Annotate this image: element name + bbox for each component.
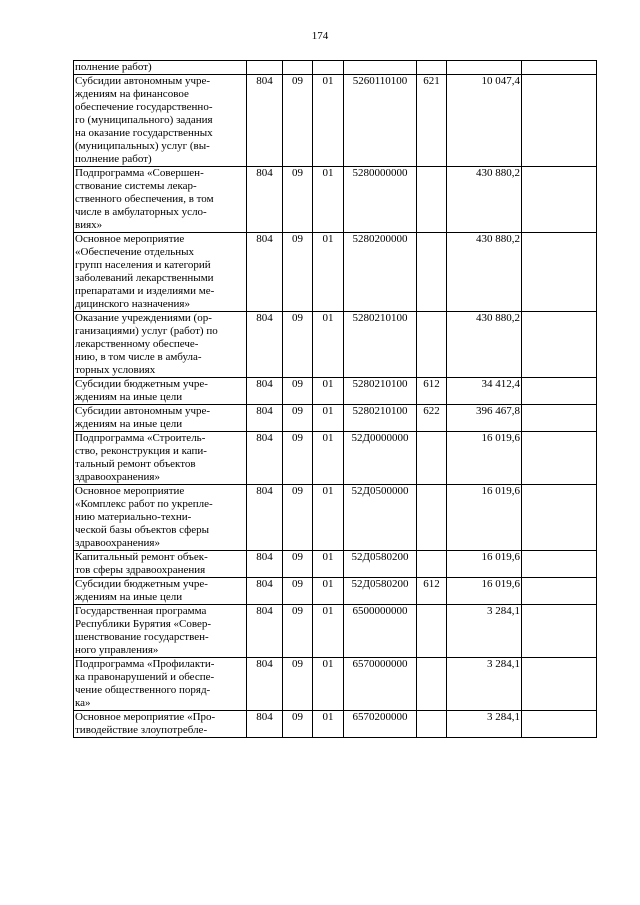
cell-amount: 430 880,2 [447,312,522,378]
cell-name: Субсидии бюджетным учре- ждениям на иные цели [74,578,247,605]
table-row [74,485,597,551]
cell-expense-type [417,605,447,658]
cell-target-article: 5280210100 [344,378,417,405]
cell-name: Подпрограмма «Профилакти- ка правонарушений и обеспе- чение общественного поряд- ка» [74,658,247,711]
cell-target-article: 52Д0500000 [344,485,417,551]
cell-subsection: 01 [313,605,344,658]
cell-target-article: 6570000000 [344,658,417,711]
cell-subsection: 01 [313,658,344,711]
cell-section: 09 [283,312,313,378]
cell-section: 09 [283,551,313,578]
cell-expense-type [417,485,447,551]
cell-grbs: 804 [247,551,283,578]
cell-section: 09 [283,233,313,312]
cell-empty [522,378,597,405]
cell-name: Основное мероприятие «Комплекс работ по укрепле- нию материально-техни- ческой базы объектов сферы здравоохранения» [74,485,247,551]
cell-section: 09 [283,658,313,711]
cell-name: Субсидии бюджетным учре- ждениям на иные цели [74,378,247,405]
cell-section: 09 [283,485,313,551]
table-row [74,75,597,167]
cell-section [283,61,313,75]
budget-table [73,60,597,738]
cell-grbs: 804 [247,711,283,738]
cell-target-article [344,61,417,75]
table-row [74,167,597,233]
cell-amount: 10 047,4 [447,75,522,167]
cell-amount: 16 019,6 [447,485,522,551]
cell-amount: 3 284,1 [447,658,522,711]
table-row [74,578,597,605]
table-row [74,605,597,658]
cell-target-article: 6500000000 [344,605,417,658]
cell-expense-type [417,432,447,485]
cell-target-article: 5280000000 [344,167,417,233]
cell-grbs: 804 [247,605,283,658]
cell-expense-type: 622 [417,405,447,432]
cell-amount: 396 467,8 [447,405,522,432]
cell-name: Государственная программа Республики Бурятия «Совер- шенствование государствен- ного управления» [74,605,247,658]
cell-section: 09 [283,167,313,233]
cell-section: 09 [283,605,313,658]
cell-target-article: 5260110100 [344,75,417,167]
cell-name: Капитальный ремонт объек- тов сферы здравоохранения [74,551,247,578]
cell-empty [522,578,597,605]
cell-name: Основное мероприятие «Обеспечение отдельных групп населения и категорий заболеваний лекарственными препаратами и изделиями ме- дицинского назначения» [74,233,247,312]
cell-grbs: 804 [247,233,283,312]
cell-section: 09 [283,711,313,738]
cell-expense-type [417,61,447,75]
cell-empty [522,485,597,551]
cell-expense-type [417,551,447,578]
cell-name: Оказание учреждениями (ор- ганизациями) услуг (работ) по лекарственному обеспече- нию, в том числе в амбула- торных условиях [74,312,247,378]
cell-section: 09 [283,578,313,605]
cell-name: Подпрограмма «Строитель- ство, реконструкция и капи- тальный ремонт объектов здравоохранения» [74,432,247,485]
cell-empty [522,551,597,578]
cell-target-article: 6570200000 [344,711,417,738]
cell-name: Субсидии автономным учре- ждениям на иные цели [74,405,247,432]
cell-subsection: 01 [313,485,344,551]
cell-grbs: 804 [247,312,283,378]
cell-name: Субсидии автономным учре- ждениям на финансовое обеспечение государственно- го (муниципального) задания на оказание государственных (муниципальных) услуг (вы- полнение работ) [74,75,247,167]
cell-name: Основное мероприятие «Про- тиводействие злоупотребле- [74,711,247,738]
cell-section: 09 [283,75,313,167]
cell-amount: 3 284,1 [447,605,522,658]
cell-target-article: 52Д0580200 [344,578,417,605]
table-row [74,233,597,312]
cell-subsection [313,61,344,75]
cell-grbs: 804 [247,405,283,432]
table-row [74,312,597,378]
cell-empty [522,233,597,312]
cell-expense-type [417,233,447,312]
cell-grbs: 804 [247,432,283,485]
cell-expense-type [417,658,447,711]
cell-subsection: 01 [313,233,344,312]
cell-amount: 16 019,6 [447,578,522,605]
table-row [74,61,597,75]
cell-amount [447,61,522,75]
cell-subsection: 01 [313,551,344,578]
cell-target-article: 52Д0000000 [344,432,417,485]
table-row [74,432,597,485]
table-row [74,658,597,711]
cell-empty [522,658,597,711]
cell-section: 09 [283,432,313,485]
cell-grbs: 804 [247,378,283,405]
cell-grbs: 804 [247,578,283,605]
cell-amount: 3 284,1 [447,711,522,738]
cell-subsection: 01 [313,378,344,405]
cell-grbs: 804 [247,658,283,711]
cell-subsection: 01 [313,75,344,167]
cell-amount: 430 880,2 [447,167,522,233]
cell-name: Подпрограмма «Совершен- ствование системы лекар- ственного обеспечения, в том числе в амбулаторных усло- виях» [74,167,247,233]
cell-grbs [247,61,283,75]
table-row [74,711,597,738]
cell-empty [522,432,597,485]
cell-subsection: 01 [313,167,344,233]
table-row [74,551,597,578]
cell-amount: 16 019,6 [447,551,522,578]
table-body [74,61,597,738]
cell-subsection: 01 [313,405,344,432]
cell-expense-type [417,711,447,738]
cell-amount: 430 880,2 [447,233,522,312]
cell-subsection: 01 [313,432,344,485]
cell-expense-type: 612 [417,578,447,605]
cell-target-article: 5280200000 [344,233,417,312]
cell-grbs: 804 [247,485,283,551]
cell-subsection: 01 [313,578,344,605]
cell-empty [522,405,597,432]
cell-empty [522,711,597,738]
cell-amount: 34 412,4 [447,378,522,405]
cell-empty [522,61,597,75]
cell-empty [522,167,597,233]
table-row [74,378,597,405]
table-row [74,405,597,432]
cell-section: 09 [283,378,313,405]
cell-grbs: 804 [247,75,283,167]
cell-empty [522,312,597,378]
cell-target-article: 5280210100 [344,405,417,432]
cell-name: полнение работ) [74,61,247,75]
cell-subsection: 01 [313,711,344,738]
cell-expense-type [417,312,447,378]
cell-empty [522,75,597,167]
cell-empty [522,605,597,658]
cell-expense-type [417,167,447,233]
cell-section: 09 [283,405,313,432]
cell-expense-type: 612 [417,378,447,405]
cell-amount: 16 019,6 [447,432,522,485]
page-number: 174 [311,30,329,42]
cell-target-article: 52Д0580200 [344,551,417,578]
cell-expense-type: 621 [417,75,447,167]
cell-target-article: 5280210100 [344,312,417,378]
cell-subsection: 01 [313,312,344,378]
cell-grbs: 804 [247,167,283,233]
